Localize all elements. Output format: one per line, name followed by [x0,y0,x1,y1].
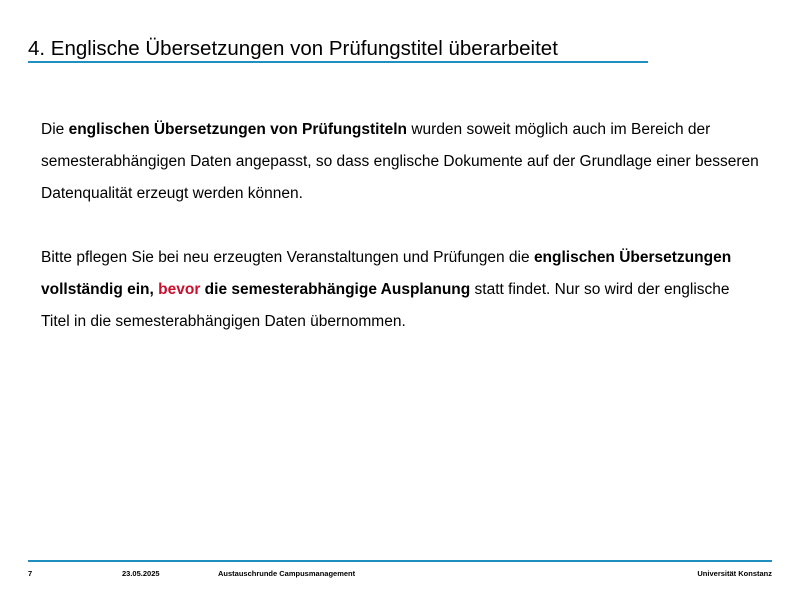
paragraph-1-bold-1: englischen Übersetzungen von Prüfungstiteln [68,121,408,138]
footer-date: 23.05.2025 [122,569,160,578]
paragraph-english-translations [41,114,761,210]
footer-page-number: 7 [28,569,33,578]
slide-title: 4. Englische Übersetzungen von Prüfungstitel überarbeitet [28,37,558,60]
paragraph-2-bold-1: englischen Übersetzungen vollständig ein, [41,249,732,298]
paragraph-1-text-1: Die [41,121,69,138]
paragraph-2-text-1: Bitte pflegen Sie bei neu erzeugten Veranstaltungen und Prüfungen die [41,249,534,266]
footer-event-name: Austauschrunde Campusmanagement [218,569,356,578]
paragraph-2-text-2: statt findet. Nur so wird der englische Titel in die semesterabhängigen Daten übernommen. [41,281,730,330]
footer-divider [28,560,772,562]
paragraph-1-text-2: wurden soweit möglich auch im Bereich der semesterabhängigen Daten angepasst, so dass englische Dokumente auf der Grundlage einer besseren Datenqualität erzeugt werden können. [41,121,759,202]
title-underline [28,61,648,63]
paragraph-maintenance-instruction [41,242,761,338]
footer-organization: Universität Konstanz [697,569,772,578]
paragraph-2-bold-2: die semesterabhängige Ausplanung [200,281,471,298]
paragraph-2-highlight-bevor: bevor [158,281,201,298]
